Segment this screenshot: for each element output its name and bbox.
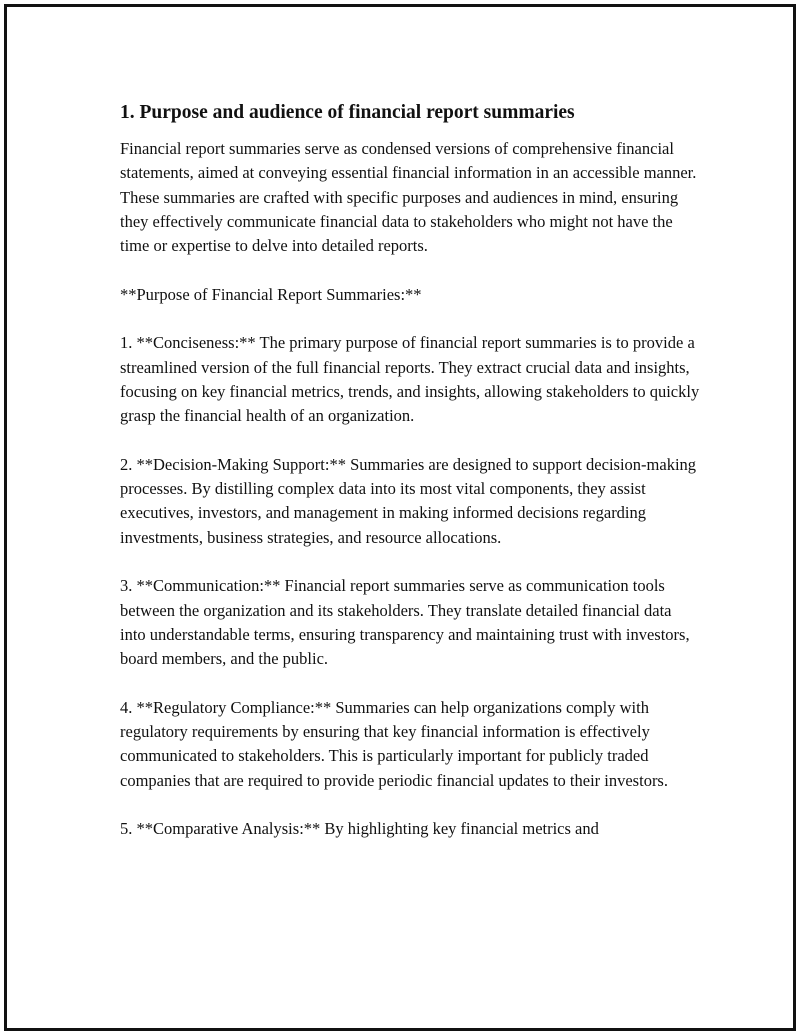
list-item-regulatory-compliance: 4. **Regulatory Compliance:** Summaries can help organizations comply with regulatory requirements by ensuring that key financial information is effectively communicated to stakeholders. This is particularly important for publicly traded companies that are required to provide periodic financial updates to their investors. [120, 697, 668, 790]
purpose-subheading: **Purpose of Financial Report Summaries:** [120, 284, 422, 304]
list-item-conciseness: 1. **Conciseness:** The primary purpose of financial report summaries is to provide a streamlined version of the full financial reports. They extract crucial data and insights, focusing on key financial metrics, trends, and insights, allowing stakeholders to quickly grasp the financial health of an organization. [120, 333, 700, 426]
page-frame [4, 4, 796, 1031]
list-item-comparative-analysis: 5. **Comparative Analysis:** By highlighting key financial metrics and [120, 819, 599, 839]
list-item-decision-making: 2. **Decision-Making Support:** Summaries are designed to support decision-making processes. By distilling complex data into its most vital components, they assist executives, investors, and management in making informed decisions regarding investments, business strategies, and resource allocations. [120, 454, 697, 547]
section-heading: 1. Purpose and audience of financial report summaries [120, 102, 575, 123]
document-content [120, 99, 700, 866]
intro-paragraph: Financial report summaries serve as condensed versions of comprehensive financial statements, aimed at conveying essential financial information in an accessible manner. These summaries are crafted with specific purposes and audiences in mind, ensuring they effectively communicate financial data to stakeholders who might not have the time or expertise to delve into detailed reports. [120, 139, 697, 256]
list-item-communication: 3. **Communication:** Financial report summaries serve as communication tools between the organization and its stakeholders. They translate detailed financial data into understandable terms, ensuring transparency and maintaining trust with investors, board members, and the public. [120, 576, 690, 669]
